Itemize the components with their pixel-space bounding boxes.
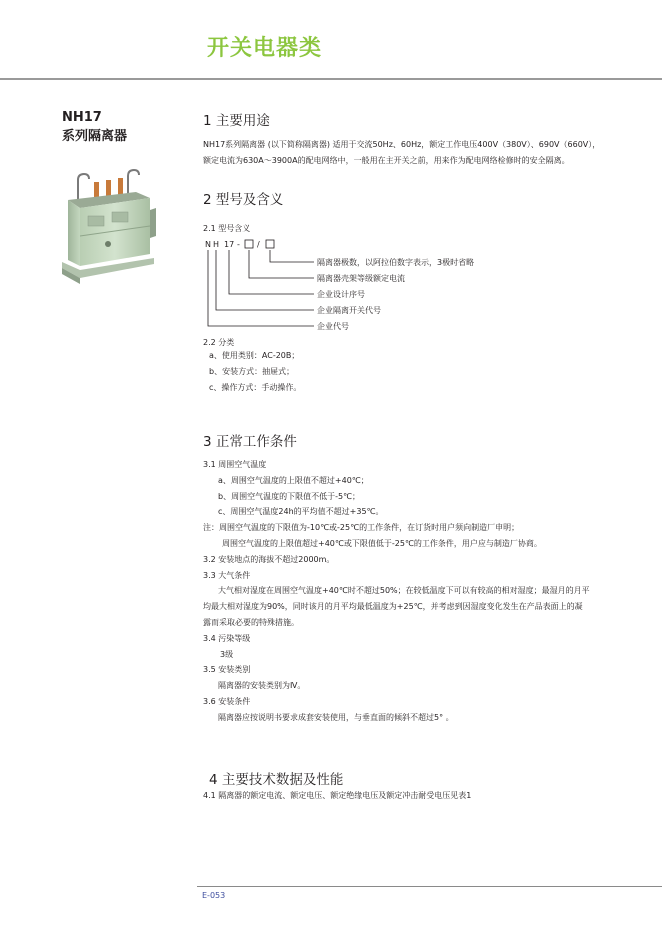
classification-item: b、安装方式：抽屉式； — [209, 366, 295, 376]
section-1-line1: NH17系列隔离器 (以下简称隔离器) 适用于交流50Hz、60Hz，额定工作电压400V（380V）、690V（660V）， — [203, 140, 601, 149]
product-name-line1: NH17 — [62, 110, 102, 125]
section-1-title: 1 主要用途 — [203, 113, 270, 129]
page-number: E-053 — [202, 891, 226, 900]
model-code-17: 17 — [224, 240, 235, 249]
s36-heading: 3.6 安装条件 — [203, 696, 251, 706]
section-1-body — [203, 137, 600, 169]
model-code-n: N — [205, 240, 211, 249]
s33-line3: 露而采取必要的特殊措施。 — [203, 617, 299, 627]
s35-heading: 3.5 安装类别 — [203, 665, 251, 675]
section-1-line2: 额定电流为630A～3900A的配电网络中，一般用在主开关之前，用来作为配电网络检修时的安全隔离。 — [203, 155, 570, 165]
s35-value: 隔离器的安装类别为Ⅳ。 — [218, 681, 306, 691]
product-name — [62, 108, 127, 146]
model-meaning-2: 隔离器壳架等级额定电流 — [317, 274, 405, 283]
note-line1: 注：周围空气温度的下限值为-10℃或-25℃的工作条件，在订货时用户须向制造厂申明； — [203, 523, 520, 533]
page-title: 开关电器类 — [207, 36, 323, 61]
model-meaning-1: 隔离器极数，以阿拉伯数字表示，3极时省略 — [317, 258, 475, 267]
header-divider — [0, 78, 662, 80]
classification-item: a、使用类别：AC-20B； — [209, 351, 300, 360]
section-2-title: 2 型号及含义 — [203, 192, 284, 208]
s41-text: 4.1 隔离器的额定电流、额定电压、额定绝缘电压及额定冲击耐受电压见表1 — [203, 791, 472, 800]
s34-heading: 3.4 污染等级 — [203, 633, 251, 643]
classification-list — [209, 348, 301, 395]
product-name-line2: 系列隔离器 — [62, 129, 128, 144]
section-3-body — [203, 457, 590, 726]
model-meaning-4: 企业隔离开关代号 — [317, 306, 381, 315]
s34-value: 3级 — [220, 649, 234, 659]
s36-value: 隔离器应按说明书要求成套安装使用，与垂直面的倾斜不超过5° 。 — [218, 712, 454, 722]
classification-item: c、操作方式：手动操作。 — [209, 382, 302, 392]
s33-line1: 大气相对湿度在周围空气温度+40℃时不超过50%；在较低温度下可以有较高的相对湿度；最湿月的月平 — [218, 586, 590, 596]
model-code-box-1 — [245, 240, 253, 248]
s31-item: b、周围空气温度的下限值不低于-5℃； — [218, 491, 361, 501]
model-meaning-3: 企业设计序号 — [317, 290, 365, 299]
model-code-slash: / — [257, 240, 260, 249]
model-code-h: H — [213, 240, 220, 249]
model-code-box-2 — [266, 240, 274, 248]
section-4-title: 4 主要技术数据及性能 — [209, 772, 344, 788]
s33-line2: 均最大相对湿度为90%，同时该月的月平均最低温度为+25℃，并考虑到因湿度变化发生在产品表面上的凝 — [203, 602, 583, 612]
model-code-dash: - — [237, 240, 240, 249]
model-meaning-heading: 2.1 型号含义 — [203, 224, 251, 233]
isolator-product-image — [58, 166, 158, 288]
s32-text: 3.2 安装地点的海拔不超过2000m。 — [203, 554, 335, 564]
s31-item: a、周围空气温度的上限值不超过+40℃； — [218, 475, 369, 485]
s31-item: c、周围空气温度24h的平均值不超过+35℃。 — [218, 507, 384, 517]
note-line2: 周围空气温度的上限值超过+40℃或下限值低于-25℃的工作条件，用户应与制造厂协商。 — [222, 538, 542, 548]
classification-heading: 2.2 分类 — [203, 338, 235, 347]
model-code-diagram — [200, 236, 520, 336]
section-3-title: 3 正常工作条件 — [203, 434, 297, 450]
s33-heading: 3.3 大气条件 — [203, 570, 251, 580]
footer-divider — [197, 886, 662, 887]
s31-heading: 3.1 周围空气温度 — [203, 460, 267, 469]
model-meaning-5: 企业代号 — [317, 322, 349, 331]
